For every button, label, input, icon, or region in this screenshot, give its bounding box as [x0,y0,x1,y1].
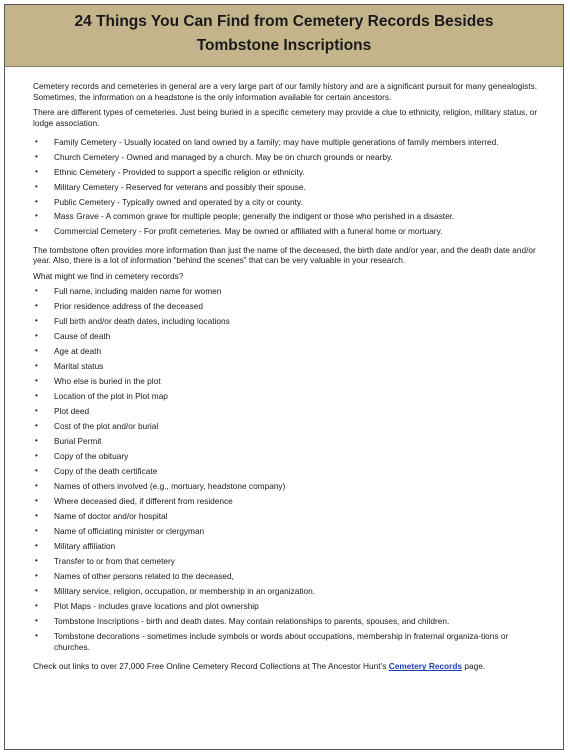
bullet-icon: • [35,631,38,641]
record-finding-item-text: Names of others involved (e.g., mortuary, headstone company) [54,481,286,492]
bullet-icon: • [35,406,38,416]
bullet-icon: • [35,451,38,461]
record-finding-item-text: Plot Maps - includes grave locations and plot ownership [54,601,259,612]
record-finding-item-text: Age at death [54,346,102,357]
bullet-icon: • [35,421,38,431]
bullet-icon: • [35,541,38,551]
record-finding-item [33,481,539,492]
record-finding-item [33,526,539,537]
record-finding-item-text: Burial Permit [54,436,102,447]
record-finding-item-text: Copy of the death certificate [54,466,158,477]
record-finding-item [33,376,539,387]
record-finding-item [33,301,539,312]
bullet-icon: • [35,301,38,311]
bullet-icon: • [35,466,38,476]
record-finding-item-text: Copy of the obituary [54,451,129,462]
record-finding-item [33,436,539,447]
bullet-icon: • [35,616,38,626]
bullet-icon: • [35,286,38,296]
bullet-icon: • [35,376,38,386]
bullet-icon: • [35,496,38,506]
record-finding-item-text: Full birth and/or death dates, including locations [54,316,230,327]
bullet-icon: • [35,526,38,536]
bullet-icon: • [35,586,38,596]
intro-paragraph-2: There are different types of cemeteries. Just being buried in a specific cemetery may provide a clue to ethnicity, religion, military status, or lodge association. [33,107,538,128]
record-finding-item [33,586,539,597]
record-finding-item [33,601,539,612]
record-finding-item-text: Location of the plot in Plot map [54,391,168,402]
document-body [5,67,563,672]
bullet-icon: • [35,181,38,191]
footer-text: Check out links to over 27,000 Free Online Cemetery Record Collections at The Ancestor Hunt’s [33,661,389,672]
record-finding-item [33,511,539,522]
bullet-icon: • [35,137,38,147]
cemetery-type-item [33,182,539,193]
title-banner [5,5,563,67]
middle-paragraph-1: The tombstone often provides more information than just the name of the deceased, the birth date and/or year, and the death date and/or year. Also, there is a lot of information “behind the scenes” that can be very valuable in your research. [33,244,536,266]
record-finding-item-text: Plot deed [54,406,90,417]
bullet-icon: • [35,166,38,176]
record-finding-item [33,406,539,417]
middle-paragraph-2: What might we find in cemetery records? [33,270,184,281]
bullet-icon: • [35,571,38,581]
record-finding-item [33,616,539,627]
cemetery-type-item-text: Military Cemetery - Reserved for veterans and possibly their spouse. [54,181,306,192]
record-finding-item-text: Prior residence address of the deceased [54,301,203,312]
cemetery-records-link[interactable]: Cemetery Records [388,661,463,672]
bullet-icon: • [35,556,38,566]
bullet-icon: • [35,481,38,491]
record-finding-item-text: Who else is buried in the plot [54,376,161,387]
bullet-icon: • [35,211,38,221]
cemetery-type-item-text: Family Cemetery - Usually located on land owned by a family; may have multiple generations of family members interred. [54,137,499,148]
record-finding-item [33,451,539,462]
records-findings-list [33,286,539,652]
title-line-2: Tombstone Inscriptions [196,37,372,54]
cemetery-type-item-text: Church Cemetery - Owned and managed by a church. May be on church grounds or nearby. [54,152,393,163]
cemetery-type-item [33,197,539,208]
record-finding-item-text: Marital status [54,361,104,372]
record-finding-item [33,556,539,567]
record-finding-item-text: Military service, religion, occupation, or membership in an organization. [54,586,316,597]
record-finding-item [33,286,539,297]
footer-text-end: page. [462,661,486,672]
bullet-icon: • [35,152,38,162]
cemetery-types-list [33,137,539,236]
record-finding-item [33,496,539,507]
record-finding-item [33,421,539,432]
record-finding-item [33,391,539,402]
record-finding-item-text: Cause of death [54,331,111,342]
bullet-icon: • [35,316,38,326]
record-finding-item-text: Name of officiating minister or clergyman [54,526,205,537]
record-finding-item-text: Cost of the plot and/or burial [54,421,159,432]
record-finding-item-text: Where deceased died, if different from residence [54,496,233,507]
intro-paragraph-1: Cemetery records and cemeteries in general are a very large part of our family history and are a significant pursuit for many genealogists. Sometimes, the information on a headstone is the only information available for certain ancestors. [33,81,538,102]
bullet-icon: • [35,196,38,206]
record-finding-item [33,571,539,582]
record-finding-item [33,331,539,342]
cemetery-type-item-text: Mass Grave - A common grave for multiple people; generally the indigent or those who perished in a disaster. [54,211,455,222]
record-finding-item-text: Tombstone decorations - sometimes include symbols or words about occupations, membership in fraternal organiza-tions or churches. [54,631,509,652]
record-finding-item [33,631,539,652]
bullet-icon: • [35,391,38,401]
bullet-icon: • [35,331,38,341]
bullet-icon: • [35,511,38,521]
record-finding-item [33,316,539,327]
bullet-icon: • [35,346,38,356]
record-finding-item [33,346,539,357]
cemetery-type-item-text: Commercial Cemetery - For profit cemeteries. May be owned or affiliated with a funeral home or mortuary. [54,226,443,237]
cemetery-type-item [33,211,539,222]
bullet-icon: • [35,226,38,236]
cemetery-type-item [33,137,539,148]
cemetery-type-item [33,226,539,237]
record-finding-item-text: Military affiliation [54,541,116,552]
cemetery-type-item-text: Ethnic Cemetery - Provided to support a specific religion or ethnicity. [54,166,305,177]
record-finding-item-text: Transfer to or from that cemetery [54,556,175,567]
record-finding-item [33,361,539,372]
record-finding-item [33,541,539,552]
footer-paragraph [33,661,539,672]
bullet-icon: • [35,436,38,446]
cemetery-type-item [33,167,539,178]
record-finding-item-text: Tombstone Inscriptions - birth and death dates. May contain relationships to parents, spouses, and children. [54,616,450,627]
bullet-icon: • [35,361,38,371]
cemetery-type-item-text: Public Cemetery - Typically owned and operated by a city or county. [54,196,303,207]
cemetery-type-item [33,152,539,163]
record-finding-item-text: Names of other persons related to the deceased, [54,571,234,582]
record-finding-item-text: Full name, including maiden name for women [54,286,222,297]
record-finding-item [33,466,539,477]
record-finding-item-text: Name of doctor and/or hospital [54,511,168,522]
title-line-1: 24 Things You Can Find from Cemetery Records Besides [74,13,494,30]
document-page [4,4,564,750]
bullet-icon: • [35,601,38,611]
